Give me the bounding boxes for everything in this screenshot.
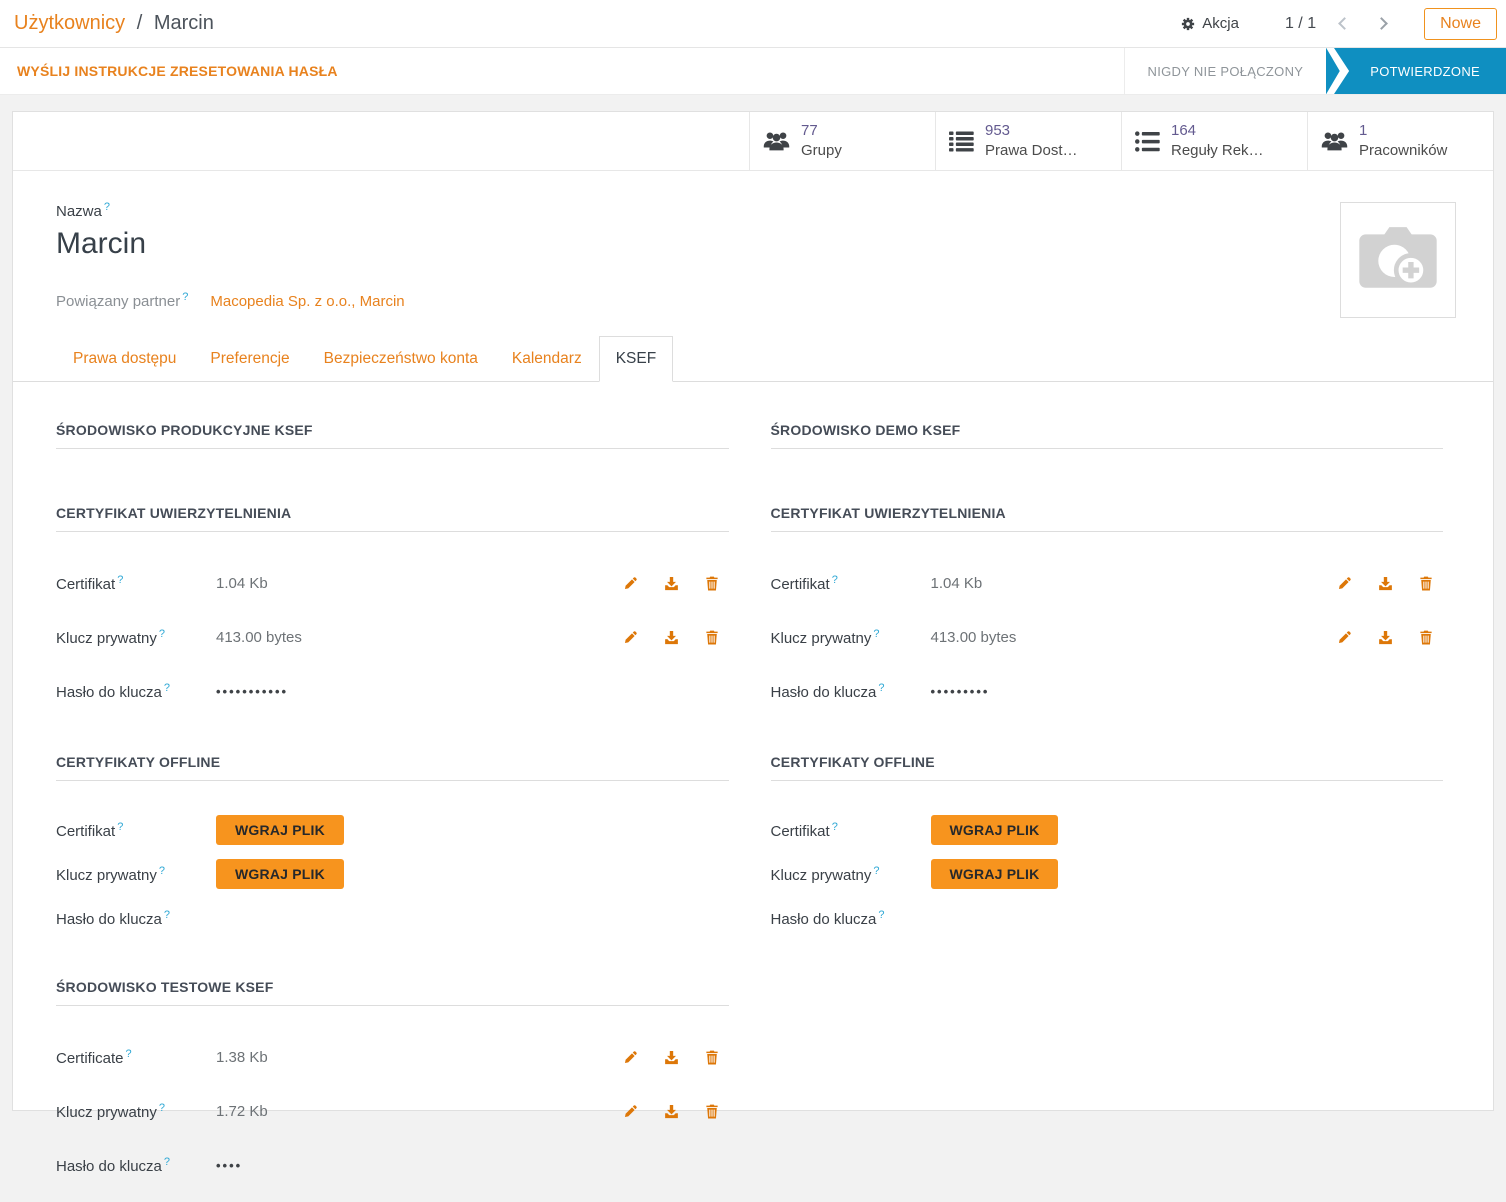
tab-ksef[interactable]: KSEF	[599, 336, 673, 382]
download-button[interactable]	[1378, 630, 1393, 645]
stat-label: Pracowników	[1359, 142, 1448, 159]
help-marker-icon[interactable]: ?	[878, 908, 885, 921]
field-label: Klucz prywatny ?	[56, 1101, 165, 1121]
help-marker-icon[interactable]: ?	[158, 1101, 165, 1114]
list-icon	[949, 131, 974, 152]
partner-link[interactable]: Macopedia Sp. z o.o., Marcin	[210, 293, 405, 310]
test-key-password-row	[56, 1148, 729, 1182]
field-label: Hasło do klucza ?	[56, 1155, 171, 1175]
help-marker-icon[interactable]: ?	[873, 864, 880, 877]
stat-value: 1	[1359, 121, 1368, 139]
demo-private-key-row	[771, 620, 1444, 654]
demo-key-password-row	[771, 674, 1444, 708]
env-test-title: ŚRODOWISKO TESTOWE KSEF	[56, 979, 729, 1006]
test-cert-row	[56, 1040, 729, 1074]
breadcrumb-parent-link[interactable]: Użytkownicy	[14, 12, 126, 34]
camera-plus-icon	[1355, 222, 1441, 298]
send-password-reset-button[interactable]: WYŚLIJ INSTRUKCJE ZRESETOWANIA HASŁA	[0, 48, 355, 94]
download-button[interactable]	[664, 576, 679, 591]
status-never-connected[interactable]: NIGDY NIE POŁĄCZONY	[1125, 48, 1327, 94]
stat-button-record-rules[interactable]	[1121, 112, 1307, 170]
chevron-left-icon	[1338, 17, 1351, 30]
edit-button[interactable]	[623, 630, 638, 645]
gear-icon	[1181, 17, 1195, 31]
breadcrumb-current: Marcin	[153, 12, 214, 34]
edit-button[interactable]	[623, 1050, 638, 1065]
offline-certs-section-title: CERTYFIKATY OFFLINE	[56, 754, 729, 781]
field-label: Klucz prywatny ?	[770, 864, 880, 884]
delete-button[interactable]	[705, 630, 719, 645]
help-marker-icon[interactable]: ?	[831, 820, 838, 833]
demo-cert-row	[771, 566, 1444, 600]
download-button[interactable]	[664, 1104, 679, 1119]
action-menu-label: Akcja	[1202, 15, 1239, 32]
field-label: Hasło do klucza ?	[770, 908, 885, 928]
field-label: Hasło do klucza ?	[770, 681, 885, 701]
tab-prawa-dostepu[interactable]: Prawa dostępu	[73, 350, 177, 367]
stat-label: Grupy	[801, 142, 842, 159]
tab-kalendarz[interactable]: Kalendarz	[511, 350, 582, 367]
file-size-value: 413.00 bytes	[930, 628, 1017, 646]
auth-cert-section-title: CERTYFIKAT UWIERZYTELNIENIA	[771, 505, 1444, 532]
stat-label: Reguły Rek…	[1171, 142, 1264, 159]
partner-field-label: Powiązany partner ?	[56, 291, 189, 310]
status-confirmed-badge[interactable]: POTWIERDZONE	[1352, 48, 1506, 94]
ksef-demo-column	[771, 422, 1444, 1202]
field-label: Certificate ?	[56, 1047, 132, 1067]
file-size-value: 413.00 bytes	[216, 628, 302, 646]
breadcrumb-separator: /	[136, 12, 143, 34]
help-marker-icon[interactable]: ?	[103, 201, 110, 213]
production-offline-key-row	[56, 859, 729, 889]
file-size-value: 1.38 Kb	[216, 1048, 268, 1066]
help-marker-icon[interactable]: ?	[117, 573, 124, 586]
form-action-bar	[0, 48, 1506, 95]
help-marker-icon[interactable]: ?	[878, 681, 885, 694]
stat-button-employees[interactable]	[1307, 112, 1493, 170]
help-marker-icon[interactable]: ?	[125, 1047, 132, 1060]
edit-button[interactable]	[623, 576, 638, 591]
name-field-label: Nazwa ?	[56, 201, 110, 220]
record-title-block	[13, 171, 1493, 310]
delete-button[interactable]	[1419, 576, 1433, 591]
file-size-value: 1.04 Kb	[216, 574, 268, 592]
statusbar	[1124, 48, 1506, 94]
upload-file-button[interactable]: WGRAJ PLIK	[216, 859, 344, 889]
record-name[interactable]: Marcin	[56, 227, 147, 260]
help-marker-icon[interactable]: ?	[831, 573, 838, 586]
delete-button[interactable]	[705, 1104, 719, 1119]
help-marker-icon[interactable]: ?	[117, 820, 124, 833]
production-cert-row	[56, 566, 729, 600]
stat-button-groups[interactable]	[749, 112, 935, 170]
breadcrumb	[14, 12, 214, 35]
field-label: Hasło do klucza ?	[56, 681, 171, 701]
stat-value: 77	[801, 121, 818, 139]
pager-next-button[interactable]	[1373, 12, 1390, 35]
tab-preferencje[interactable]: Preferencje	[210, 350, 290, 367]
avatar-upload[interactable]	[1340, 202, 1456, 318]
new-record-button[interactable]: Nowe	[1424, 8, 1497, 40]
download-button[interactable]	[664, 1050, 679, 1065]
field-label: Klucz prywatny ?	[56, 864, 165, 884]
tab-bezpieczenstwo-konta[interactable]: Bezpieczeństwo konta	[323, 350, 478, 367]
field-label: Certifikat ?	[770, 573, 838, 593]
field-label: Klucz prywatny ?	[56, 627, 165, 647]
password-value[interactable]: •••••••••••	[216, 683, 289, 699]
users-icon	[763, 131, 790, 152]
file-size-value: 1.04 Kb	[930, 574, 983, 592]
pager: 1 / 1	[1284, 14, 1317, 32]
stat-value: 164	[1171, 121, 1197, 139]
ksef-tab-content	[13, 382, 1493, 1202]
edit-button[interactable]	[1337, 576, 1352, 591]
users-icon	[1321, 131, 1348, 152]
control-panel	[0, 0, 1506, 48]
statusbar-arrow-icon	[1326, 48, 1352, 94]
download-button[interactable]	[664, 630, 679, 645]
stat-button-row	[13, 112, 1493, 171]
demo-offline-password-row	[771, 903, 1444, 933]
password-value[interactable]: •••••••••	[930, 683, 990, 699]
offline-certs-section-title: CERTYFIKATY OFFLINE	[771, 754, 1444, 781]
pager-previous-button[interactable]	[1336, 12, 1353, 35]
delete-button[interactable]	[1419, 630, 1433, 645]
field-label: Klucz prywatny ?	[770, 627, 880, 647]
env-demo-title: ŚRODOWISKO DEMO KSEF	[771, 422, 1444, 449]
upload-file-button[interactable]: WGRAJ PLIK	[931, 859, 1059, 889]
form-sheet	[12, 111, 1494, 1175]
env-production-title: ŚRODOWISKO PRODUKCYJNE KSEF	[56, 422, 729, 449]
field-label: Certifikat ?	[56, 820, 124, 840]
partner-field-row	[56, 291, 1450, 310]
file-size-value: 1.72 Kb	[216, 1102, 268, 1120]
test-private-key-row	[56, 1094, 729, 1128]
help-marker-icon[interactable]: ?	[163, 681, 171, 694]
control-panel-right	[1181, 8, 1497, 40]
production-offline-password-row	[56, 903, 729, 933]
edit-button[interactable]	[1337, 630, 1352, 645]
edit-button[interactable]	[623, 1104, 638, 1119]
stat-value: 953	[985, 121, 1011, 139]
stat-button-access-rights[interactable]	[935, 112, 1121, 170]
field-label: Hasło do klucza ?	[56, 908, 171, 928]
demo-offline-key-row	[771, 859, 1444, 889]
ksef-production-column	[56, 422, 729, 1202]
help-marker-icon[interactable]: ?	[158, 864, 165, 877]
field-label: Certifikat ?	[56, 573, 124, 593]
help-marker-icon[interactable]: ?	[158, 627, 165, 640]
production-private-key-row	[56, 620, 729, 654]
field-label: Certifikat ?	[770, 820, 838, 840]
help-marker-icon[interactable]: ?	[163, 908, 171, 921]
production-offline-cert-row	[56, 815, 729, 845]
password-value[interactable]: ••••	[216, 1157, 243, 1173]
help-marker-icon[interactable]: ?	[182, 291, 189, 303]
help-marker-icon[interactable]: ?	[873, 627, 880, 640]
delete-button[interactable]	[705, 576, 719, 591]
download-button[interactable]	[1378, 576, 1393, 591]
auth-cert-section-title: CERTYFIKAT UWIERZYTELNIENIA	[56, 505, 729, 532]
action-menu-button[interactable]	[1181, 15, 1239, 32]
stat-label: Prawa Dost…	[985, 142, 1078, 159]
help-marker-icon[interactable]: ?	[163, 1155, 171, 1168]
upload-file-button[interactable]: WGRAJ PLIK	[931, 815, 1059, 845]
list-bullets-icon	[1135, 131, 1160, 152]
upload-file-button[interactable]: WGRAJ PLIK	[216, 815, 344, 845]
delete-button[interactable]	[705, 1050, 719, 1065]
demo-offline-cert-row	[771, 815, 1444, 845]
notebook-tabs	[13, 336, 1493, 382]
production-key-password-row	[56, 674, 729, 708]
chevron-right-icon	[1375, 17, 1388, 30]
